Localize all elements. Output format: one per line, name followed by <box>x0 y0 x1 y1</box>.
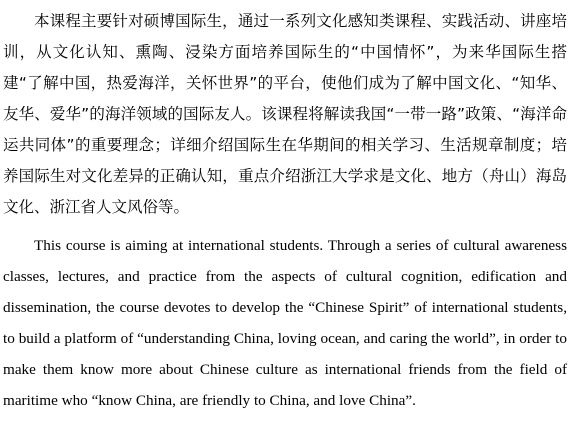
chinese-paragraph: 本课程主要针对硕博国际生，通过一系列文化感知类课程、实践活动、讲座培训，从文化认知、熏陶、浸染方面培养国际生的“中国情怀”，为来华国际生搭建“了解中国，热爱海洋，关怀世界”的平台，使他们成为了解中国文化、“知华、友华、爱华”的海洋领域的国际友人。该课程将解读我国“一带一路”政策、“海洋命运共同体”的重要理念；详细介绍国际生在华期间的相关学习、生活规章制度；培养国际生对文化差异的正确认知，重点介绍浙江大学求是文化、地方（舟山）海岛文化、浙江省人文风俗等。 <box>3 12 567 216</box>
english-paragraph: This course is aiming at international students. Through a series of cultural awareness classes, lectures, and practice from the aspects of cultural cognition, edification and dissemination, the course devotes to develop the “Chinese Spirit” of international students, to build a platform of “understanding China, loving ocean, and caring the world”, in order to make them know more about Chinese culture as international friends from the field of maritime who “know China, are friendly to China, and love China”. <box>3 237 567 409</box>
course-description <box>3 0 567 416</box>
